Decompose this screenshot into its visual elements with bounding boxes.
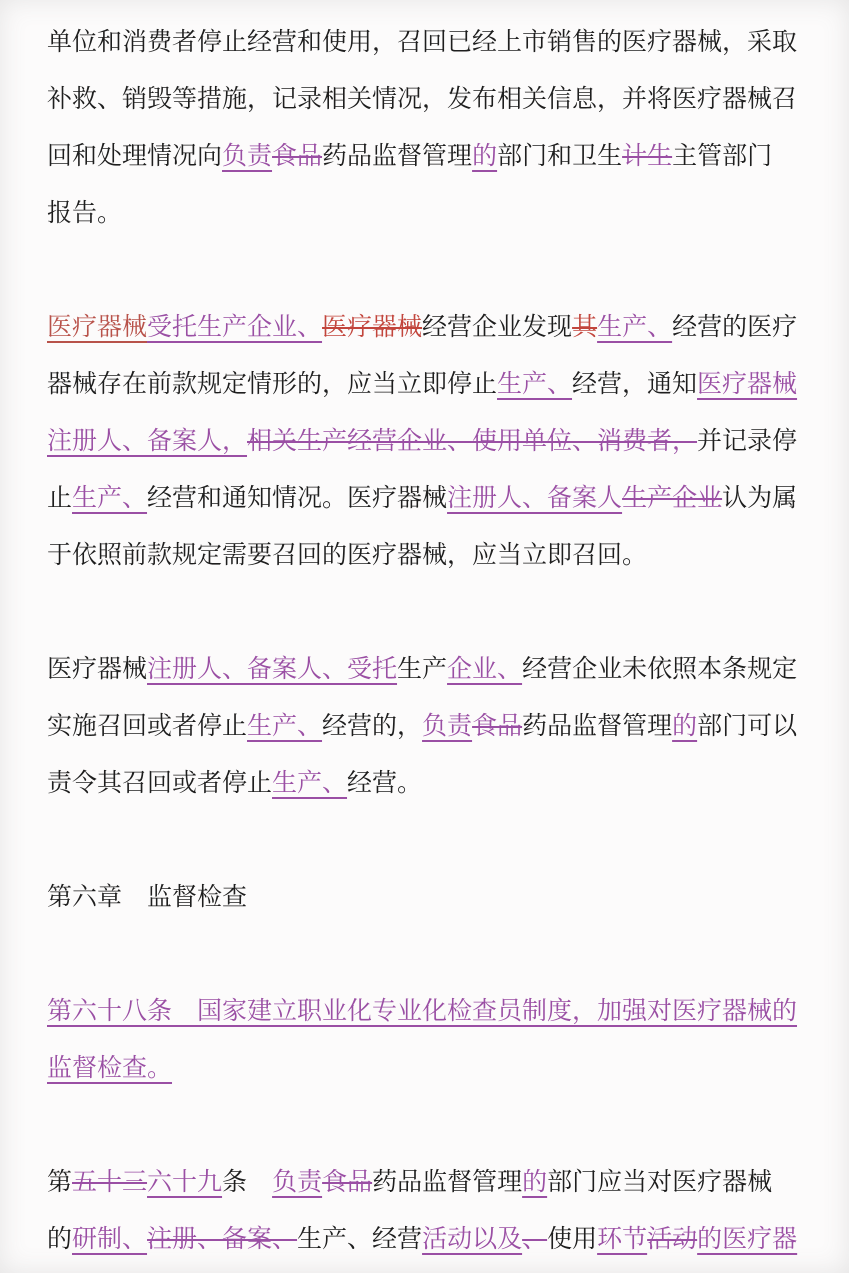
text-run: 药品监督管理 <box>522 713 673 740</box>
chapter-6-heading <box>47 869 805 926</box>
para-recall-measures <box>47 14 805 242</box>
inserted-text: 受托生产企业、 <box>147 314 323 341</box>
deleted-text: 五十三 <box>72 1169 148 1196</box>
text-run: 经营的医疗 <box>672 314 798 341</box>
deleted-text: 相关生产经营企业、使用单位、消费者， <box>247 428 698 455</box>
text-run: 第六章 监督检查 <box>47 884 248 911</box>
inserted-text: 的 <box>672 713 698 740</box>
inserted-text: 医疗器械 <box>47 314 148 341</box>
text-line <box>47 128 805 185</box>
text-line <box>47 527 805 584</box>
inserted-text: 注册人、备案人， <box>47 428 248 455</box>
article-69 <box>47 1154 805 1268</box>
text-run: 生产 <box>397 656 448 683</box>
text-run: 部门可以 <box>697 713 798 740</box>
text-run: 责令其召回或者停止 <box>47 770 273 797</box>
text-run: 经营的， <box>322 713 423 740</box>
text-run: 单位和消费者停止经营和使用，召回已经上市销售的医疗器械，采取 <box>47 29 798 56</box>
text-line <box>47 71 805 128</box>
para-failure-to-recall <box>47 641 805 812</box>
text-run: 主管部门 <box>672 143 773 170</box>
inserted-text: 生产、 <box>497 371 573 398</box>
inserted-text: 生产、 <box>597 314 673 341</box>
inserted-text: 负责 <box>222 143 273 170</box>
inserted-text: 的医疗器 <box>697 1226 798 1253</box>
inserted-text: 监督检查。 <box>47 1055 173 1082</box>
text-run: 止 <box>47 485 73 512</box>
deleted-text: 食品 <box>322 1169 373 1196</box>
inserted-text: 活动以及 <box>422 1226 523 1253</box>
text-line <box>47 1040 805 1097</box>
inserted-text: 研制、 <box>72 1226 148 1253</box>
inserted-text: 生产、 <box>272 770 348 797</box>
text-line <box>47 641 805 698</box>
text-run: 部门应当对医疗器械 <box>547 1169 773 1196</box>
inserted-text: 企业、 <box>447 656 523 683</box>
text-run: 并记录停 <box>697 428 798 455</box>
text-line <box>47 470 805 527</box>
deleted-text: 计生 <box>622 143 673 170</box>
inserted-text: 注册人、备案人、受托 <box>147 656 398 683</box>
text-run: 报告。 <box>47 200 123 227</box>
text-run: 补救、销毁等措施，记录相关情况，发布相关信息，并将医疗器械召 <box>47 86 798 113</box>
text-run: 使用 <box>547 1226 598 1253</box>
inserted-text: 环节 <box>597 1226 648 1253</box>
inserted-text: 医疗器械 <box>697 371 798 398</box>
text-run: 药品监督管理 <box>372 1169 523 1196</box>
text-line <box>47 1211 805 1268</box>
text-run: 经营企业未依照本条规定 <box>522 656 798 683</box>
text-line <box>47 698 805 755</box>
text-run: 第 <box>47 1169 73 1196</box>
text-line <box>47 413 805 470</box>
text-line <box>47 869 805 926</box>
text-run: 的 <box>47 1226 73 1253</box>
inserted-text: 生产、 <box>72 485 148 512</box>
text-line <box>47 1154 805 1211</box>
inserted-text: 注册人、备案人 <box>447 485 623 512</box>
deleted-text: 注册、备案、 <box>147 1226 298 1253</box>
inserted-text: 负责 <box>272 1169 323 1196</box>
text-run: 医疗器械 <box>47 656 148 683</box>
deleted-text: 其 <box>572 314 598 341</box>
text-run: 药品监督管理 <box>322 143 473 170</box>
inserted-text: 的 <box>522 1169 548 1196</box>
text-line <box>47 185 805 242</box>
deleted-text: 食品 <box>272 143 323 170</box>
text-line <box>47 299 805 356</box>
inserted-text: 负责 <box>422 713 473 740</box>
text-run: 于依照前款规定需要召回的医疗器械，应当立即召回。 <box>47 542 648 569</box>
para-enterprises-discovery <box>47 299 805 584</box>
text-run: 生产、经营 <box>297 1226 423 1253</box>
inserted-text: 生产、 <box>247 713 323 740</box>
deleted-text: 食品 <box>472 713 523 740</box>
text-run: 回和处理情况向 <box>47 143 223 170</box>
text-run: 认为属 <box>722 485 798 512</box>
article-68-inserted <box>47 983 805 1097</box>
text-run: 条 <box>222 1169 273 1196</box>
text-run: 部门和卫生 <box>497 143 623 170</box>
text-run: 经营企业发现 <box>422 314 573 341</box>
text-run: 经营。 <box>347 770 423 797</box>
text-line <box>47 356 805 413</box>
deleted-text: 活动 <box>647 1226 698 1253</box>
text-run: 经营和通知情况。医疗器械 <box>147 485 448 512</box>
text-run: 器械存在前款规定情形的，应当立即停止 <box>47 371 498 398</box>
text-line <box>47 755 805 812</box>
inserted-text: 的 <box>472 143 498 170</box>
text-line <box>47 983 805 1040</box>
deleted-text: 医疗器械 <box>322 314 423 341</box>
text-run: 实施召回或者停止 <box>47 713 248 740</box>
deleted-text: 、 <box>522 1226 548 1253</box>
deleted-text: 生产企业 <box>622 485 723 512</box>
text-line <box>47 14 805 71</box>
inserted-text: 六十九 <box>147 1169 223 1196</box>
inserted-text: 第六十八条 国家建立职业化专业化检查员制度，加强对医疗器械的 <box>47 998 798 1025</box>
text-run: 经营，通知 <box>572 371 698 398</box>
